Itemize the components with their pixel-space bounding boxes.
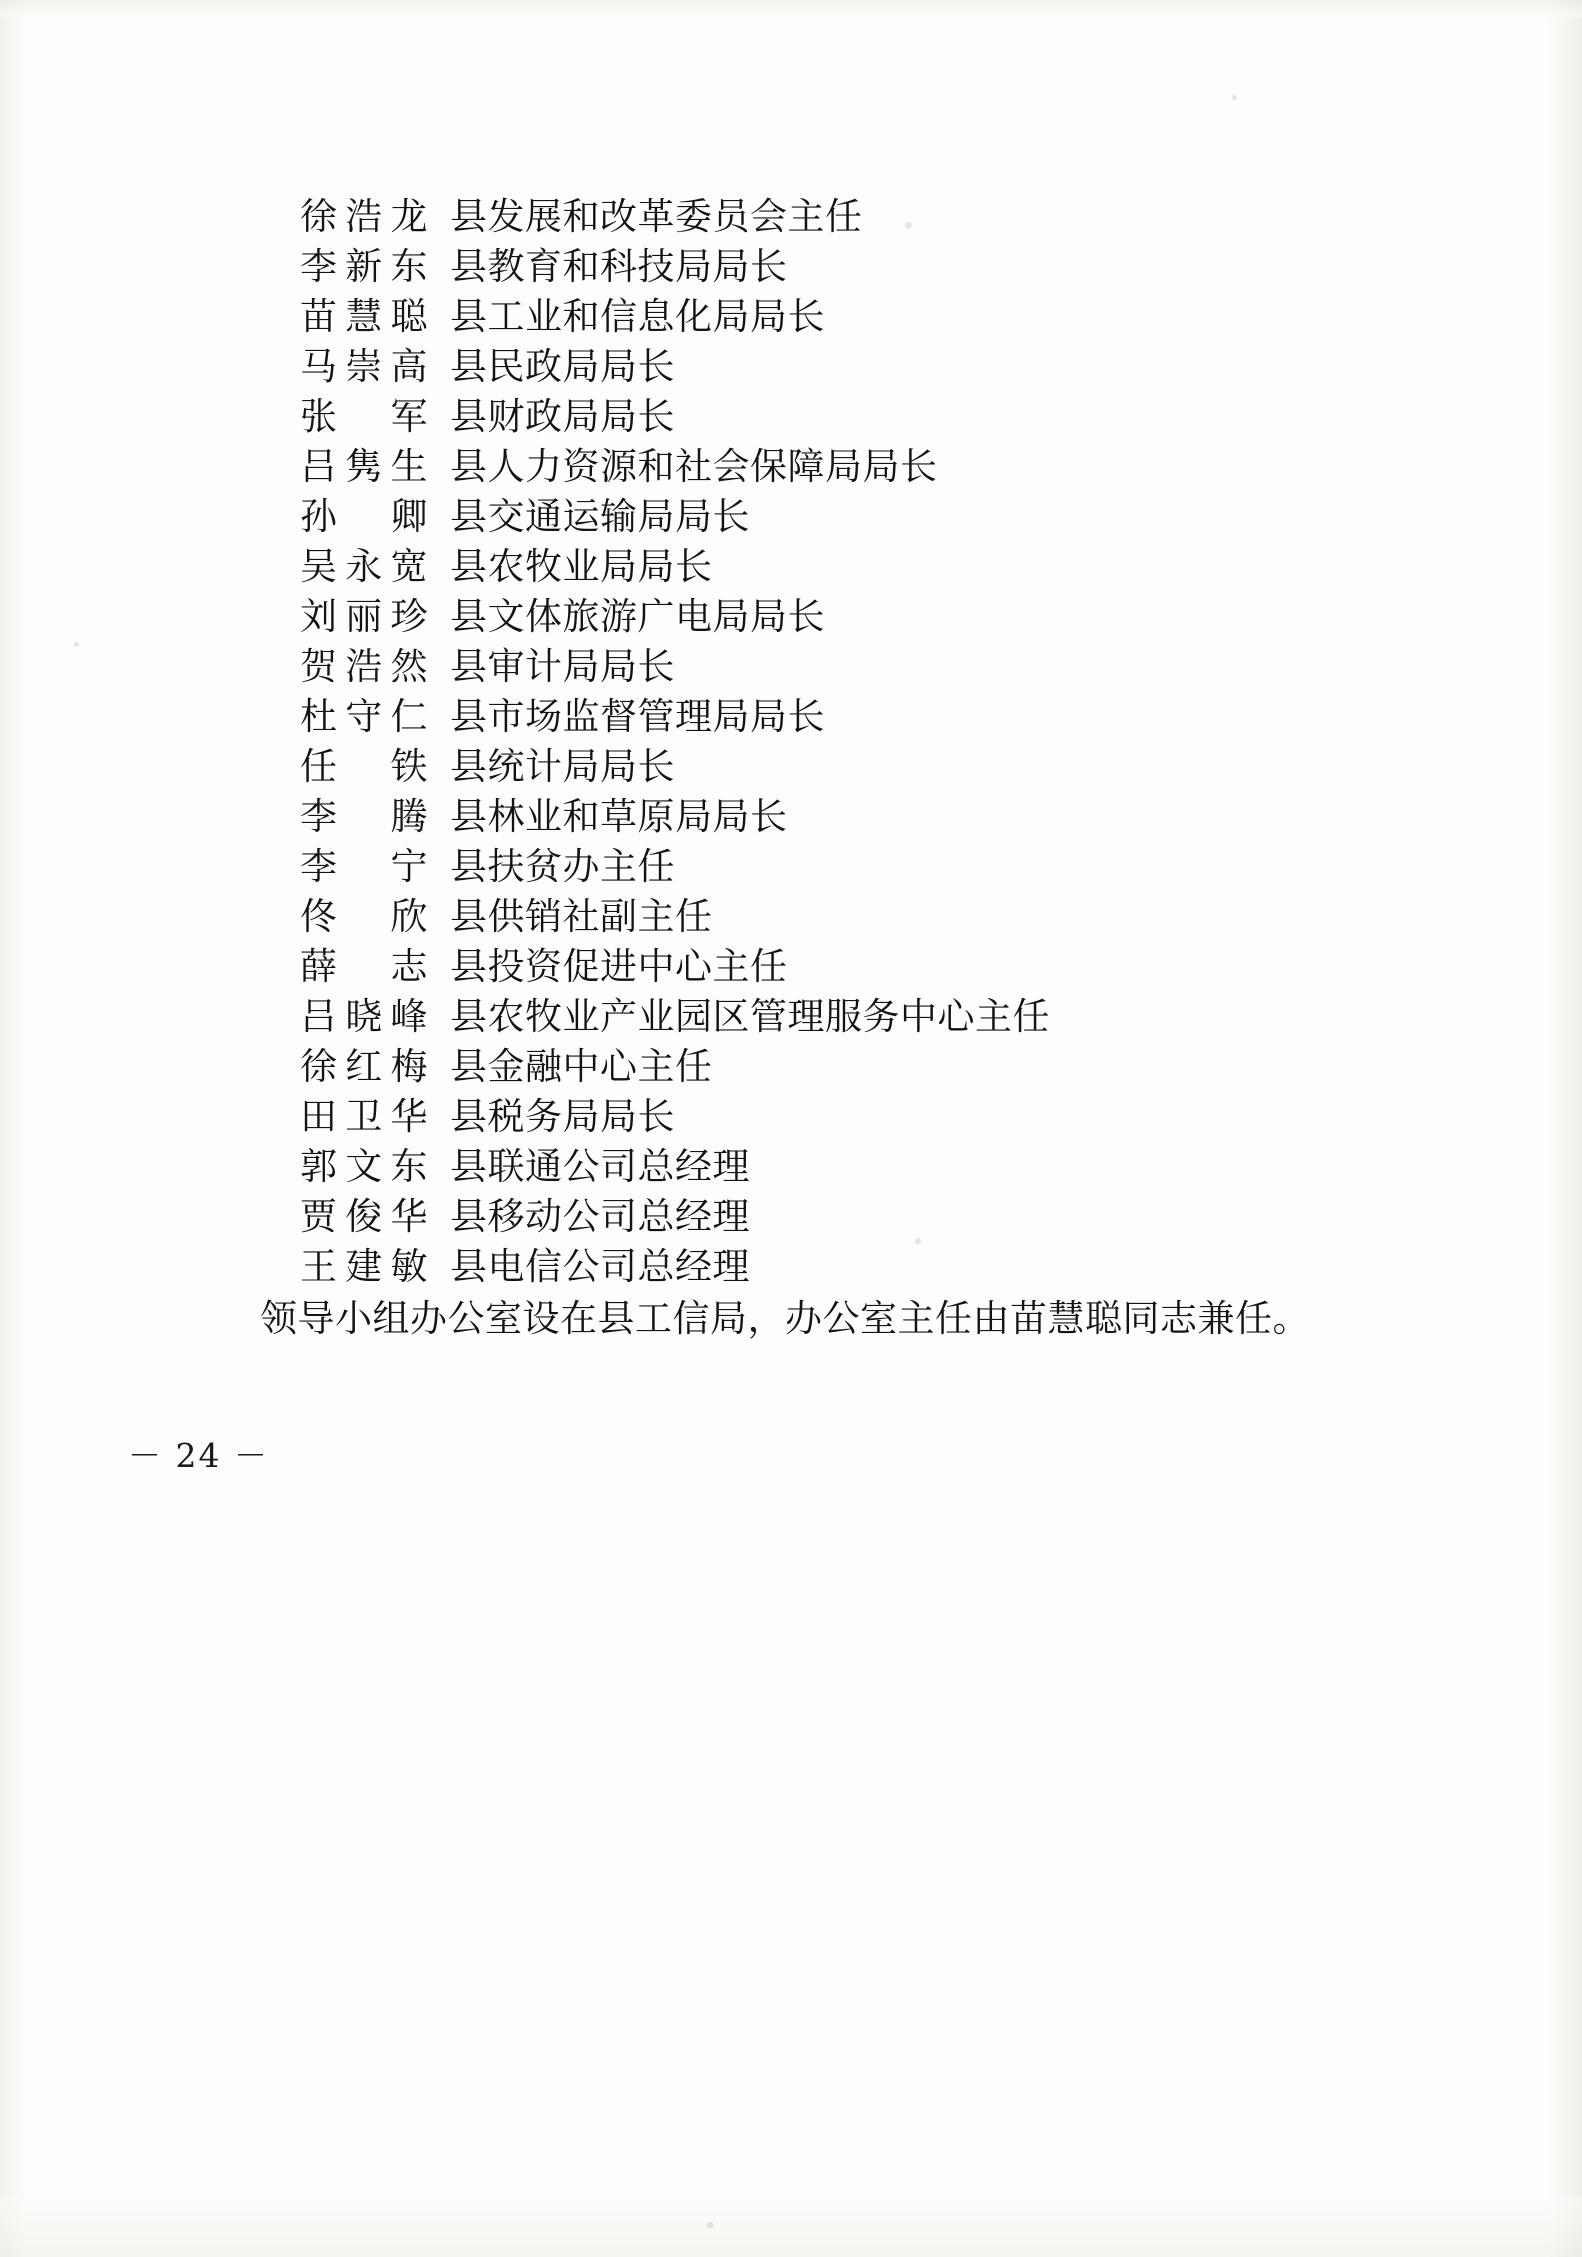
member-title: 县交通运输局局长 <box>450 495 750 538</box>
list-item <box>300 792 1350 842</box>
member-title: 县人力资源和社会保障局局长 <box>450 445 938 488</box>
list-item <box>300 1042 1350 1092</box>
member-name: 任 铁 <box>300 745 428 788</box>
member-name: 李 腾 <box>300 795 428 838</box>
list-item <box>300 342 1350 392</box>
member-title: 县税务局局长 <box>450 1095 675 1138</box>
member-name: 吕隽生 <box>300 445 428 488</box>
page-number: － 24 － <box>128 1436 269 1475</box>
paragraph-text: 领导小组办公室设在县工信局，办公室主任由苗慧聪同志兼任。 <box>260 1297 1310 1340</box>
member-title: 县农牧业局局长 <box>450 545 713 588</box>
member-title: 县供销社副主任 <box>450 895 713 938</box>
member-title: 县工业和信息化局局长 <box>450 295 825 338</box>
member-name: 徐浩龙 <box>300 195 428 238</box>
list-item <box>300 1192 1350 1242</box>
member-title: 县农牧业产业园区管理服务中心主任 <box>450 995 1050 1038</box>
member-name: 田卫华 <box>300 1095 428 1138</box>
list-item <box>300 442 1350 492</box>
member-name: 王建敏 <box>300 1245 428 1288</box>
member-title: 县扶贫办主任 <box>450 845 675 888</box>
member-title: 县电信公司总经理 <box>450 1245 750 1288</box>
member-name: 佟 欣 <box>300 895 428 938</box>
member-name: 李新东 <box>300 245 428 288</box>
member-name: 孙 卿 <box>300 495 428 538</box>
list-item <box>300 742 1350 792</box>
member-name: 李 宁 <box>300 845 428 888</box>
member-title: 县移动公司总经理 <box>450 1195 750 1238</box>
list-item <box>300 1242 1350 1292</box>
member-title: 县文体旅游广电局局长 <box>450 595 825 638</box>
member-name: 杜守仁 <box>300 695 428 738</box>
list-item <box>300 592 1350 642</box>
member-title: 县林业和草原局局长 <box>450 795 788 838</box>
member-name: 郭文东 <box>300 1145 428 1188</box>
list-item <box>300 642 1350 692</box>
list-item <box>300 242 1350 292</box>
list-item <box>300 942 1350 992</box>
member-title: 县审计局局长 <box>450 645 675 688</box>
body-paragraph <box>182 1288 1362 1350</box>
member-title: 县投资促进中心主任 <box>450 945 788 988</box>
member-name: 薛 志 <box>300 945 428 988</box>
member-name: 苗慧聪 <box>300 295 428 338</box>
list-item <box>300 842 1350 892</box>
member-title: 县教育和科技局局长 <box>450 245 788 288</box>
list-item <box>300 992 1350 1042</box>
member-title: 县财政局局长 <box>450 395 675 438</box>
list-item <box>300 542 1350 592</box>
member-name: 刘丽珍 <box>300 595 428 638</box>
list-item <box>300 392 1350 442</box>
member-title: 县民政局局长 <box>450 345 675 388</box>
member-title: 县金融中心主任 <box>450 1045 713 1088</box>
list-item <box>300 1092 1350 1142</box>
list-item <box>300 692 1350 742</box>
member-title: 县联通公司总经理 <box>450 1145 750 1188</box>
list-item <box>300 492 1350 542</box>
member-name: 张 军 <box>300 395 428 438</box>
list-item <box>300 292 1350 342</box>
member-name: 马崇高 <box>300 345 428 388</box>
member-title: 县发展和改革委员会主任 <box>450 195 863 238</box>
member-name: 吴永宽 <box>300 545 428 588</box>
list-item <box>300 1142 1350 1192</box>
member-roster <box>300 192 1350 1292</box>
list-item <box>300 892 1350 942</box>
list-item <box>300 192 1350 242</box>
member-name: 贾俊华 <box>300 1195 428 1238</box>
member-name: 徐红梅 <box>300 1045 428 1088</box>
member-name: 吕晓峰 <box>300 995 428 1038</box>
member-name: 贺浩然 <box>300 645 428 688</box>
member-title: 县统计局局长 <box>450 745 675 788</box>
member-title: 县市场监督管理局局长 <box>450 695 825 738</box>
